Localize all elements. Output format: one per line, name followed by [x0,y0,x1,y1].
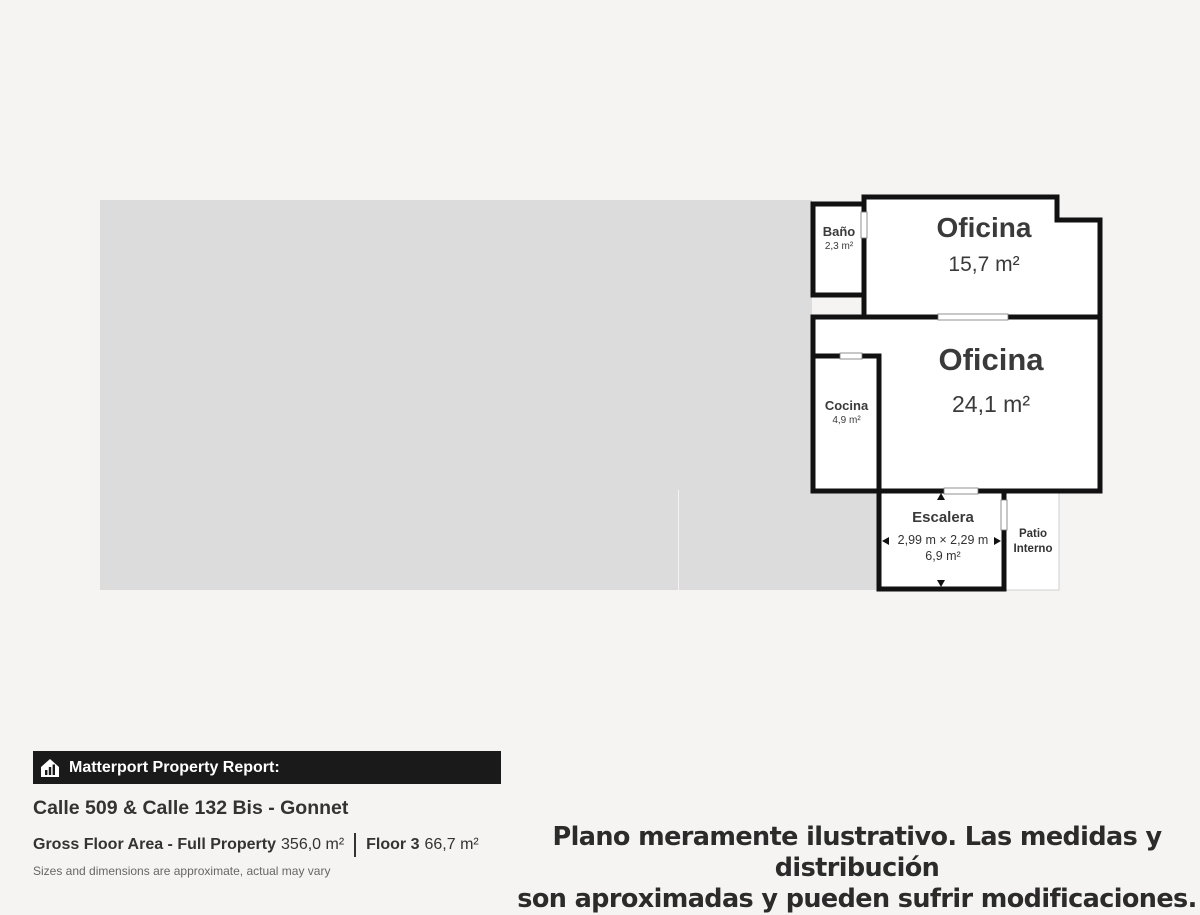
note-line-1: Plano meramente ilustrativo. Las medidas y distribución [552,822,1162,883]
gross-area-label: Gross Floor Area - Full Property [33,836,277,853]
door-escalera [944,488,978,494]
home-chart-icon [39,757,61,779]
cocina-area: 4,9 m² [832,415,861,426]
property-address: Calle 509 & Calle 132 Bis - Gonnet [33,797,349,819]
report-header-bar [33,751,501,784]
escalera-dimensions: 2,99 m × 2,29 m [897,533,989,547]
gross-area-value: 356,0 m² [281,836,345,853]
size-disclaimer: Sizes and dimensions are approximate, actual may vary [33,864,331,878]
patio-name-line1: Patio [1018,528,1048,540]
floor-label: Floor 3 [366,836,420,853]
oficina-2-label [880,343,1102,418]
report-title: Matterport Property Report: [69,758,280,776]
oficina-2-name: Oficina [938,342,1044,377]
patio-name-line2: Interno [1013,543,1053,555]
illustrative-note [515,822,1199,915]
bano-area: 2,3 m² [824,241,854,252]
escalera-name: Escalera [912,509,974,526]
cocina-name: Cocina [824,398,869,413]
door-oficina-link [938,314,1008,320]
gray-area-lower [679,490,879,590]
gray-area-middle [678,200,812,490]
area-summary [33,833,479,857]
oficina-2-area: 24,1 m² [952,391,1030,417]
note-line-2: son aproximadas y pueden sufrir modificaciones. [517,884,1197,914]
patio-label [1006,527,1060,557]
escalera-label [880,509,1006,564]
bano-label [815,224,863,254]
floor-area-value: 66,7 m² [424,836,479,853]
oficina-1-area: 15,7 m² [948,253,1020,276]
cocina-label [815,398,878,428]
escalera-area: 6,9 m² [925,549,961,563]
bano-name: Baño [822,224,856,239]
oficina-1-label [870,213,1098,278]
oficina-1-name: Oficina [936,212,1032,243]
divider [354,833,356,857]
gray-area-left [100,200,678,590]
door-cocina [840,353,862,359]
